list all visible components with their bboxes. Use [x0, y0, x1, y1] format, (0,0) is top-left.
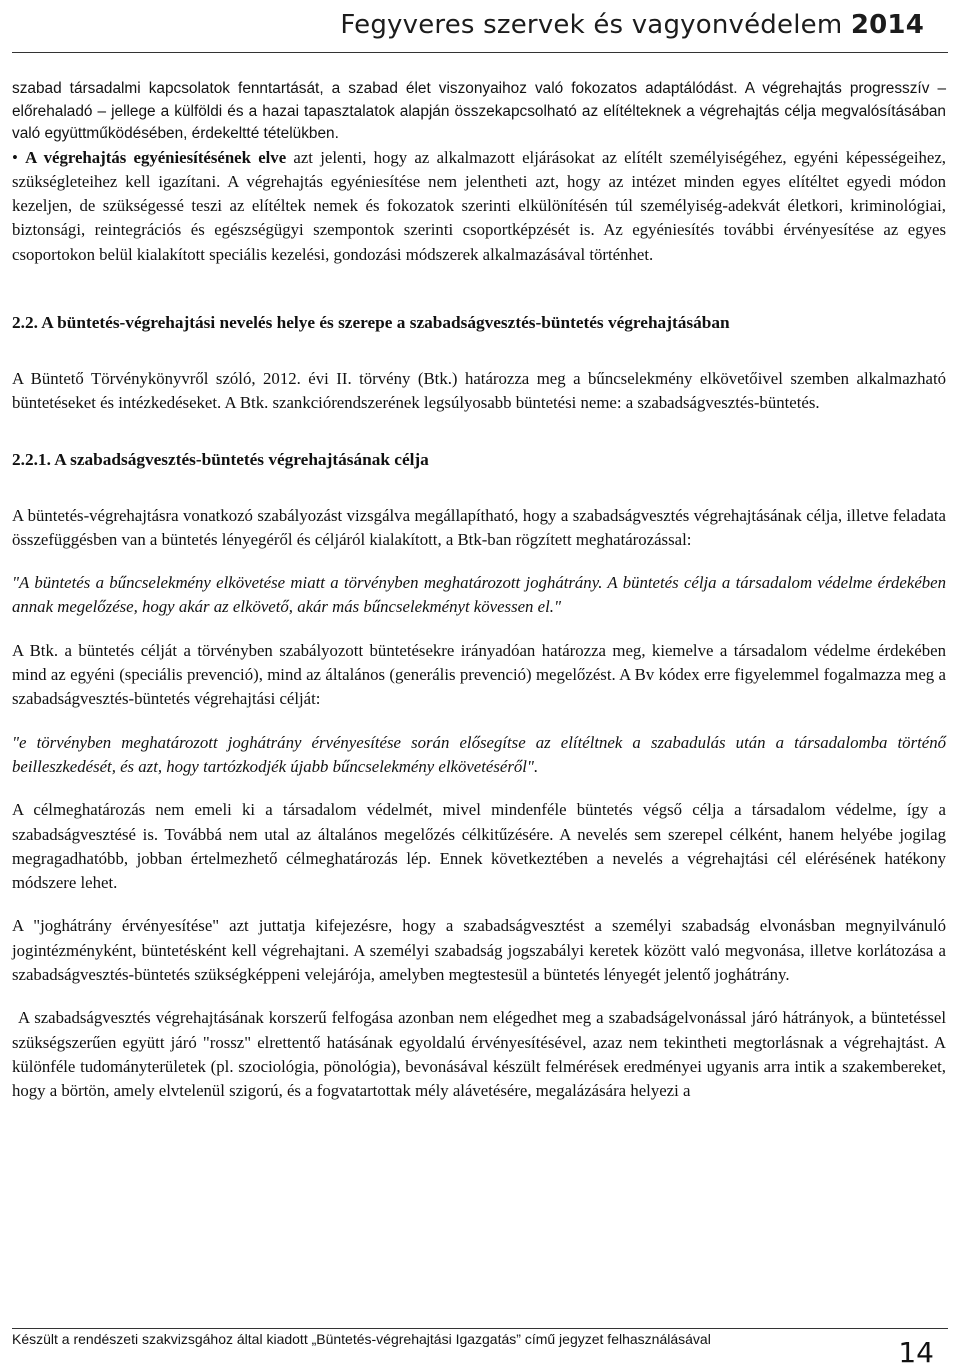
bullet-marker: • — [12, 147, 18, 167]
section-heading-2-2: 2.2. A büntetés-végrehajtási nevelés helye és szerepe a szabadságvesztés-büntetés végrehajtásában — [12, 312, 730, 332]
paragraph-1: A büntetés-végrehajtásra vonatkozó szabályozást vizsgálva megállapítható, hogy a szabadságvesztés végrehajtásának célja, illetve feladata összefüggésben van a büntetés lényegéről és céljáról kialakított, a Btk-ban rögzített meghatározással: — [12, 505, 946, 549]
header-year: 2014 — [850, 10, 924, 40]
section-heading-2-2-1: 2.2.1. A szabadságvesztés-büntetés végrehajtásának célja — [12, 449, 429, 469]
intro-paragraph: szabad társadalmi kapcsolatok fenntartását, a szabad élet viszonyaihoz való fokozatos adaptálódást. A végrehajtás progresszív – előrehaladó – jellege a külföldi és a hazai tapasztalatok alapján összekapcsolható az elítélteknek a végrehajtás célja megvalósításában való együttműködésében, érdekeltté tételükben. — [12, 80, 946, 142]
quote-btk: "A büntetés a bűncselekmény elkövetése miatt a törvényben meghatározott joghátrány. A büntetés célja a társadalom védelme érdekében annak megelőzése, hogy akár az elkövető, akár más bűncselekményt kövessen el." — [12, 573, 946, 617]
footer-divider — [12, 1328, 948, 1329]
paragraph-4: A "joghátrány érvényesítése" azt juttatja kifejezésre, hogy a szabadságvesztést a személyi szabadság elvonásban megnyilvánuló jogintézményként, büntetésként kell végrehajtani. A személyi szabadság jogszabályi keretek között való megvonása, illetve korlátozása a szabadságvesztés-büntetés szükségképpeni velejárója, amelyben megtestesül a büntetés lényegét jelentő joghátrány. — [12, 916, 946, 985]
page-number: 14 — [898, 1336, 934, 1369]
bullet-paragraph — [12, 146, 946, 267]
footer-text: Készült a rendészeti szakvizsgához által kiadott „Büntetés-végrehajtási Igazgatás” című jegyzet felhasználásával — [12, 1331, 711, 1347]
header-title-text: Fegyveres szervek és vagyonvédelem — [340, 10, 843, 40]
quote-bv-kodex: "e törvényben meghatározott joghátrány érvényesítése során elősegítse az elítéltnek a szabadulás után a társadalomba történő beilleszkedését, és azt, hogy tartózkodjék újabb bűncselekmény elkövetéséről". — [12, 732, 946, 776]
header-divider — [12, 52, 948, 53]
bullet-bold-lead: A végrehajtás egyéniesítésének elve — [25, 147, 287, 167]
bullet-text: azt jelenti, hogy az alkalmazott eljárásokat az elítélt személyiségéhez, egyéni képességeihez, szükségleteihez kell igazítani. A végrehajtás egyéniesítése nem jelentheti azt, hogy az intézet minden egyes elítéltet egyedi módon kezeljen, de szükségessé teszi az elítéltek nemek és fokozatok szerinti elkülönítésén túl személyiség-adekvát életkori, kriminológiai, biztonsági, reintegrációs és egészségügyi szempontok szerinti csoportképzését is. Az egyéniesítés további érvényesítése az egyes csoportokon belül kialakított speciális kezelési, gondozási módszerek alkalmazásával történhet. — [12, 147, 946, 264]
paragraph-3: A célmeghatározás nem emeli ki a társadalom védelmét, mivel mindenféle büntetés végső célja a társadalom védelme, így a szabadságvesztésé is. Továbbá nem utal az általános megelőzés célkitűzésére. A nevelés sem szerepel célként, hanem helyébe jogilag megragadhatóbb, jobban értelmezhető célmeghatározás lép. Ennek következtében a nevelés a végrehajtási cél elérésének hatékony módszere lehet. — [12, 800, 946, 893]
paragraph-5: A szabadságvesztés végrehajtásának korszerű felfogása azonban nem elégedhet meg a szabadságelvonással járó hátrányok, a büntetéssel szükségszerűen együtt járó "rossz" elrettentő hatásának egyoldalú érvényesítésével, azaz nem tekintheti megtorlásnak a végrehajtást. A különféle tudományterületek (pl. szociológia, pönológia), bevonásával készült felmérések eredményei ugyanis arra intik a szakembereket, hogy a börtön, amely elvtelenül szigorú, és a fogvatartottak mély alávetésére, megalázására helyezi a — [12, 1008, 946, 1101]
page-content — [12, 78, 946, 1104]
section-2-2-paragraph: A Büntető Törvénykönyvről szóló, 2012. évi II. törvény (Btk.) határozza meg a bűncselekmény elkövetőivel szemben alkalmazható büntetéseket és intézkedéseket. A Btk. szankciórendszerének legsúlyosabb büntetési neme: a szabadságvesztés-büntetés. — [12, 368, 946, 413]
page-header-title — [340, 10, 924, 40]
paragraph-2: A Btk. a büntetés célját a törvényben szabályozott büntetésekre irányadóan határozza meg, kiemelve a társadalom védelme érdekében mind az egyéni (speciális prevenció), mind az általános (generális prevenció) megelőzést. A Bv kódex erre figyelemmel fogalmazza meg a szabadságvesztés-büntetés végrehajtási célját: — [12, 640, 946, 709]
